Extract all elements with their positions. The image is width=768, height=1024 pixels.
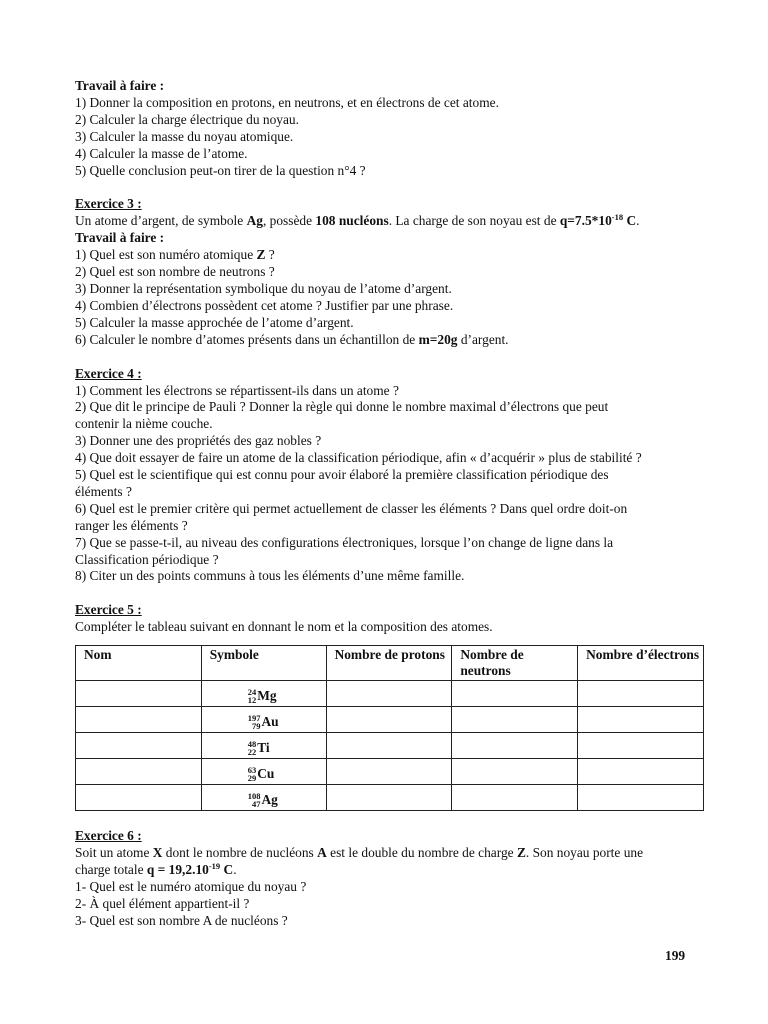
protons-cell — [326, 759, 452, 785]
question-line: 4) Calculer la masse de l’atome. — [75, 145, 248, 161]
neutrons-cell — [452, 733, 578, 759]
exercise-instruction: Compléter le tableau suivant en donnant le nom et la composition des atomes. — [75, 619, 493, 635]
symbol-cell — [201, 681, 326, 707]
header-electrons: Nombre d’électrons — [578, 646, 704, 681]
question-line: 6) Quel est le premier critère qui permet actuellement de classer les éléments ? Dans quel ordre doit-on — [75, 500, 628, 516]
exercise-intro: Un atome d’argent, de symbole Ag, possède 108 nucléons. La charge de son noyau est de $q=7.5*10^{-18}$ C. — [75, 212, 640, 229]
question-line: 8) Citer un des points communs à tous les éléments d’une même famille. — [75, 568, 465, 584]
nuclide-symbol: 24 12 Mg — [247, 687, 277, 706]
neutrons-cell — [452, 707, 578, 733]
question-line: 4) Que doit essayer de faire un atome de la classification périodique, afin « d’acquérir » plus de stabilité ? — [75, 450, 642, 466]
exercise-4 — [75, 366, 695, 586]
protons-cell — [326, 681, 452, 707]
name-cell — [76, 759, 202, 785]
section-heading: Travail à faire : — [75, 230, 165, 246]
protons-cell — [326, 707, 452, 733]
question-line: 5) Quel est le scientifique qui est connu pour avoir élaboré la première classification périodique des — [75, 467, 609, 483]
exercise-intro: charge totale $q = 19,2.10^{-19}$ C. — [75, 861, 237, 877]
question-line: 5) Quelle conclusion peut-on tirer de la question n°4 ? — [75, 162, 366, 178]
name-cell — [76, 707, 202, 733]
document-page — [75, 78, 700, 930]
question-line: 5) Calculer la masse approchée de l’atome d’argent. — [75, 314, 354, 330]
protons-cell — [326, 733, 452, 759]
symbol-cell — [201, 785, 326, 811]
symbol-cell — [201, 759, 326, 785]
name-cell — [76, 733, 202, 759]
neutrons-cell — [452, 785, 578, 811]
question-line: 1) Comment les électrons se répartissent-ils dans un atome ? — [75, 382, 399, 398]
table-row — [76, 681, 704, 707]
question-line: 1- Quel est le numéro atomique du noyau ? — [75, 878, 307, 894]
question-line: contenir la nième couche. — [75, 416, 213, 432]
nuclide-symbol: 48 22 Ti — [247, 739, 270, 758]
neutrons-cell — [452, 759, 578, 785]
header-nom: Nom — [76, 646, 202, 681]
table-row — [76, 785, 704, 811]
exercise-5 — [75, 602, 700, 811]
electrons-cell — [578, 759, 704, 785]
electrons-cell — [578, 707, 704, 733]
table-row — [76, 759, 704, 785]
exercise-title: Exercice 6 : — [75, 828, 142, 844]
name-cell — [76, 681, 202, 707]
electrons-cell — [578, 681, 704, 707]
exercise-title: Exercice 4 : — [75, 365, 142, 381]
section-heading: Travail à faire : — [75, 78, 165, 93]
exercise-3 — [75, 196, 695, 348]
nuclide-symbol: 197 79 Au — [247, 713, 279, 732]
exercise-6 — [75, 828, 695, 929]
table-row — [76, 707, 704, 733]
nuclide-symbol: 63 29 Cu — [247, 765, 275, 784]
question-line: 2) Que dit le principe de Pauli ? Donner la règle qui donne le nombre maximal d’électrons que peut — [75, 399, 609, 415]
neutrons-cell — [452, 681, 578, 707]
header-protons: Nombre de protons — [326, 646, 452, 681]
question-line: 3- Quel est son nombre A de nucléons ? — [75, 912, 288, 928]
question-line: 6) Calculer le nombre d’atomes présents dans un échantillon de m=20g d’argent. — [75, 331, 509, 347]
symbol-cell — [201, 707, 326, 733]
question-line: ranger les éléments ? — [75, 517, 188, 533]
nuclide-symbol: 108 47 Ag — [247, 791, 278, 810]
question-line: 1) Quel est son numéro atomique Z ? — [75, 247, 275, 263]
header-symbole: Symbole — [201, 646, 326, 681]
exercise-intro: Soit un atome X dont le nombre de nucléons A est le double du nombre de charge Z. Son noyau porte une — [75, 845, 644, 861]
question-line: 7) Que se passe-t-il, au niveau des configurations électroniques, lorsque l’on change de ligne dans la — [75, 534, 614, 550]
electrons-cell — [578, 785, 704, 811]
question-line: 3) Calculer la masse du noyau atomique. — [75, 128, 294, 144]
table-row — [76, 733, 704, 759]
symbol-cell — [201, 733, 326, 759]
travail-section — [75, 78, 695, 179]
question-line: 2) Quel est son nombre de neutrons ? — [75, 264, 275, 280]
table-header-row — [76, 646, 704, 681]
question-line: 4) Combien d’électrons possèdent cet atome ? Justifier par une phrase. — [75, 297, 454, 313]
question-line: 2) Calculer la charge électrique du noyau. — [75, 111, 299, 127]
question-line: 3) Donner une des propriétés des gaz nobles ? — [75, 433, 322, 449]
header-neutrons: Nombre de neutrons — [452, 646, 578, 681]
question-line: 3) Donner la représentation symbolique du noyau de l’atome d’argent. — [75, 280, 452, 296]
protons-cell — [326, 785, 452, 811]
exercise-title: Exercice 5 : — [75, 602, 142, 618]
exercise-title: Exercice 3 : — [75, 196, 142, 212]
electrons-cell — [578, 733, 704, 759]
question-line: 1) Donner la composition en protons, en neutrons, et en électrons de cet atome. — [75, 94, 499, 110]
question-line: Classification périodique ? — [75, 551, 219, 567]
page-number: 199 — [665, 948, 686, 963]
question-line: 2- À quel élément appartient-il ? — [75, 895, 250, 911]
name-cell — [76, 785, 202, 811]
atoms-table — [75, 645, 704, 811]
question-line: éléments ? — [75, 483, 132, 499]
